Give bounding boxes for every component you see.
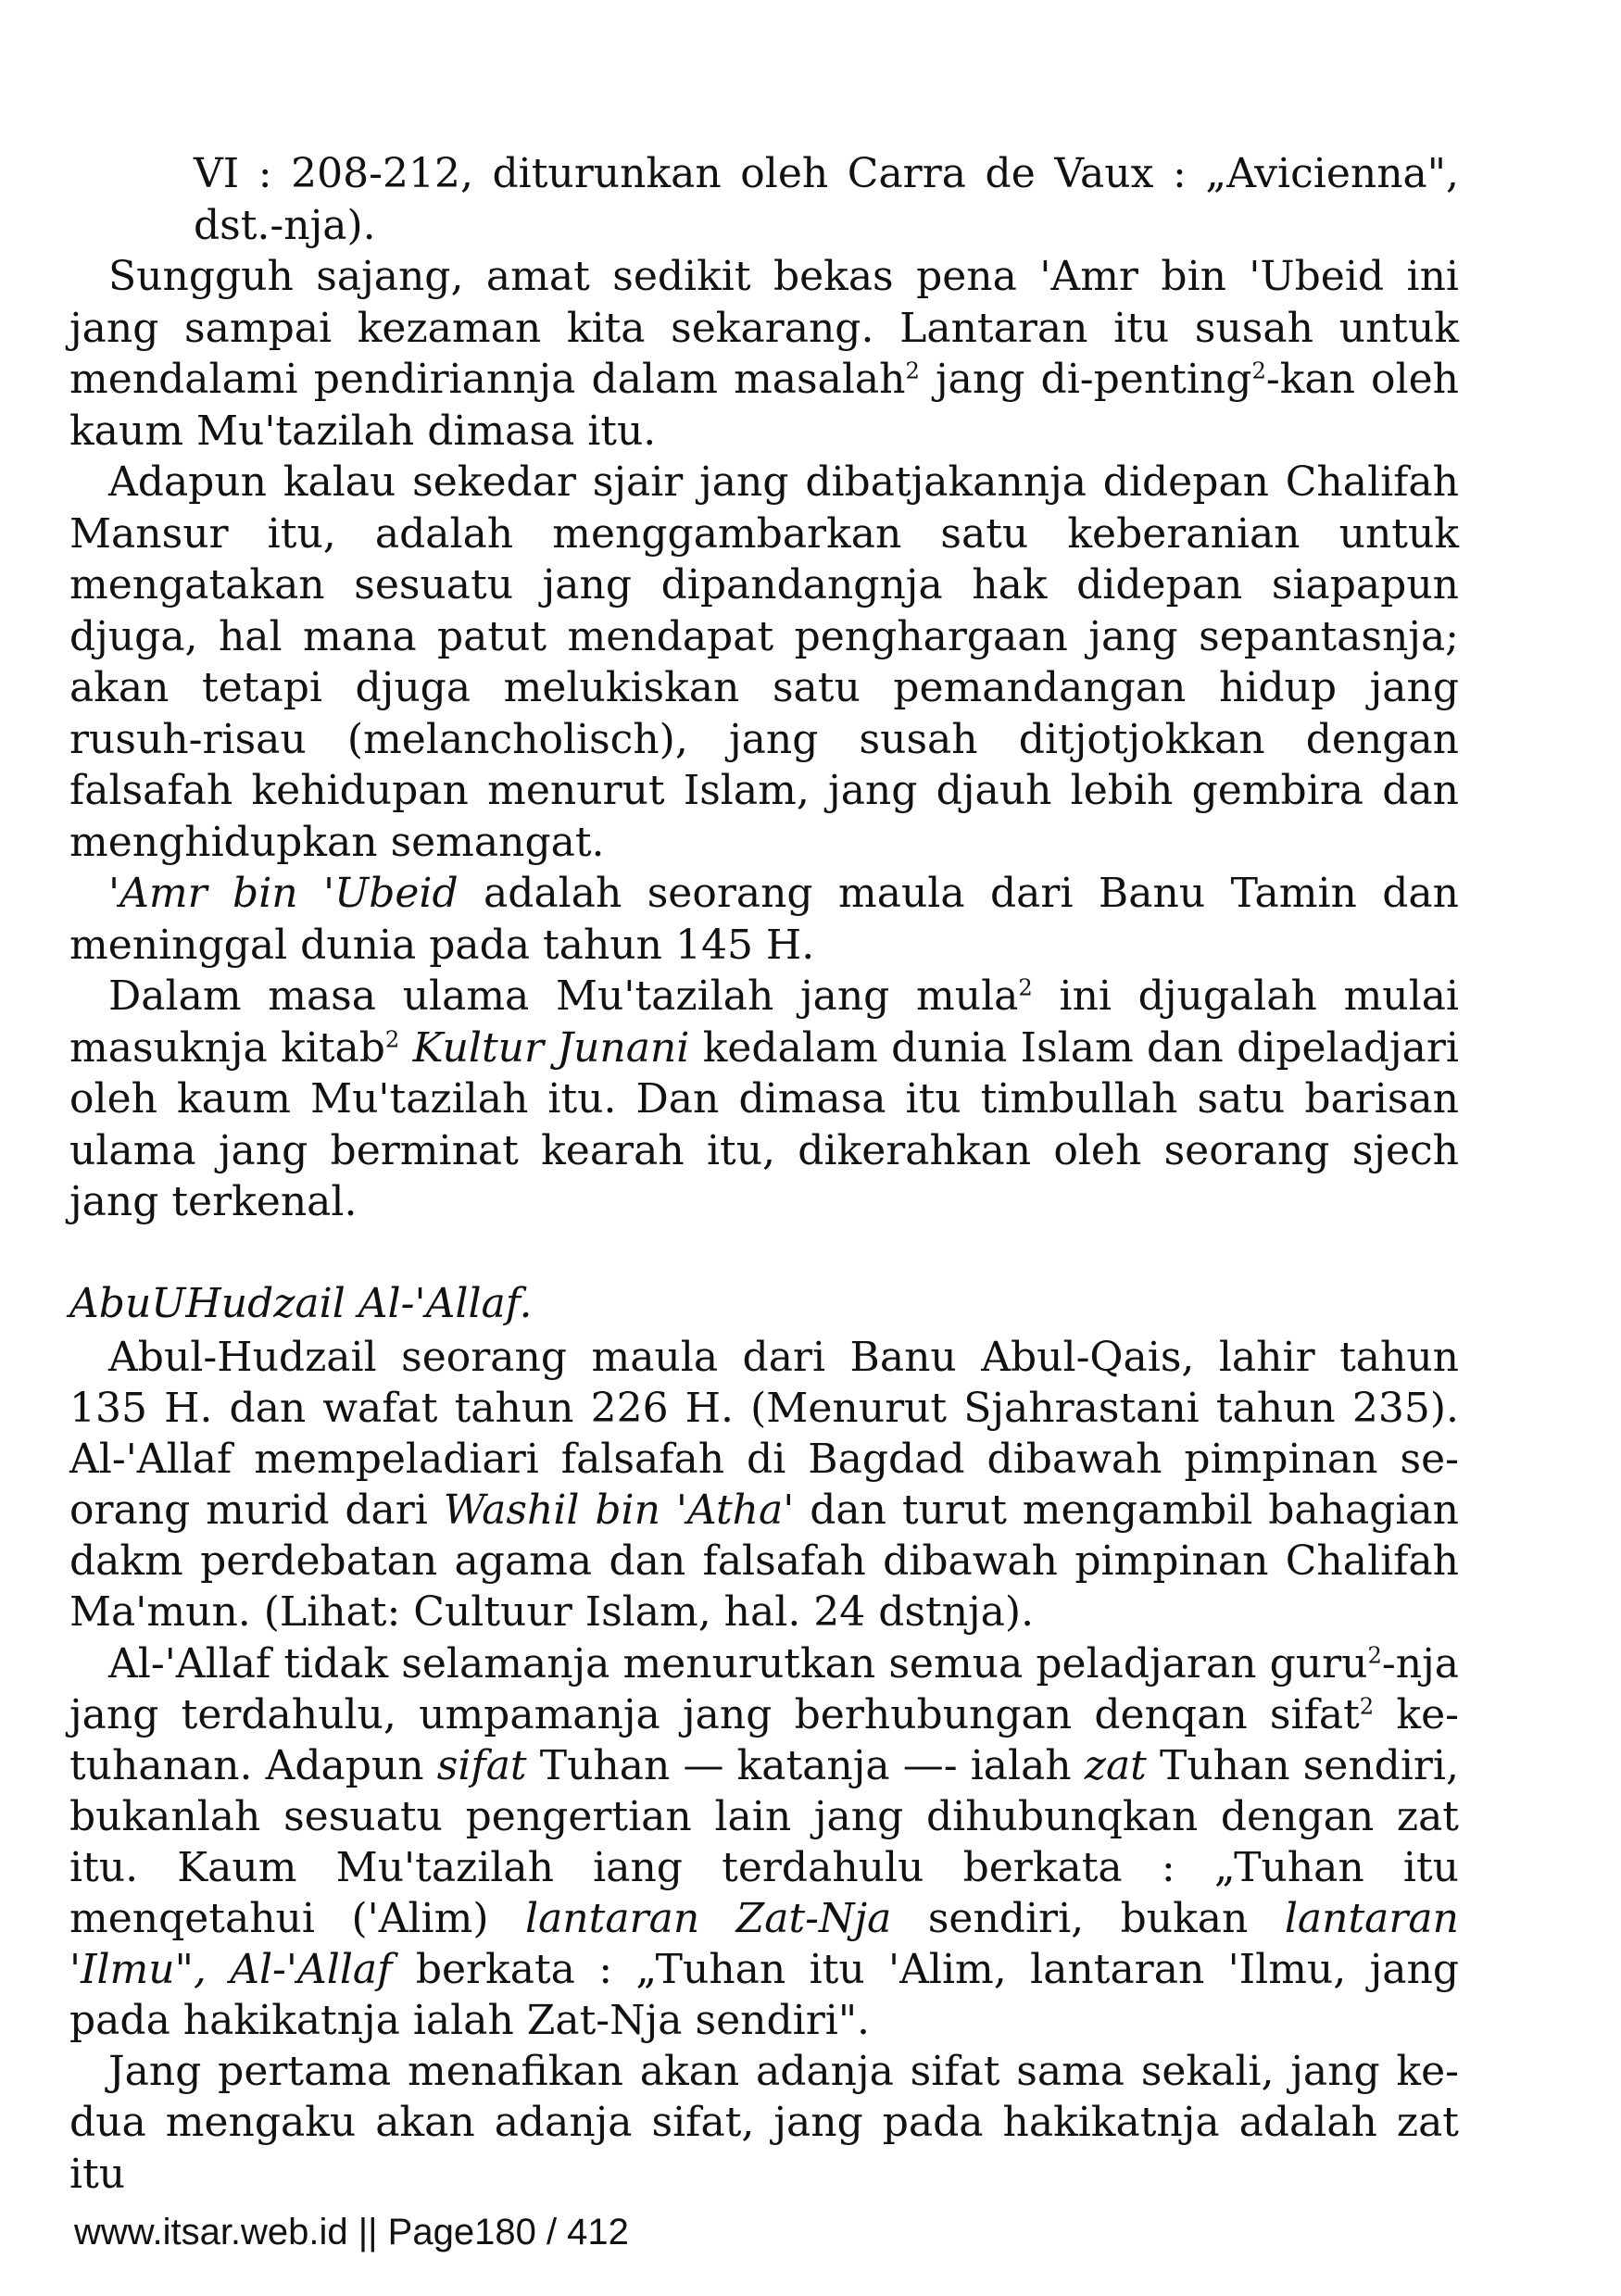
superscript-mark: 2 (1367, 1641, 1382, 1668)
text-run: Dalam masa ulama Mu'tazilah jang mula (108, 972, 1019, 1020)
paragraph-p4 (69, 971, 1459, 1228)
text-run: Adapun kalau sekedar sjair jang dibatjakannja didepan Chalifah Mansur itu, adalah menggambarkan satu keberanian untuk mengatakan sesuatu jang dipandangnja hak didepan siapapun djuga, hal mana patut mendapat penghargaan jang sepantasnja; akan tetapi djuga melukiskan satu pemandangan hidup jang rusuh-risau (melancholisch), jang susah ditjotjokkan dengan falsafah kehidupan menurut Islam, jang djauh lebih gembira dan menghidupkan semangat. (69, 458, 1459, 866)
paragraph-q2 (69, 2046, 1459, 2199)
text-run: Al-'Allaf tidak selamanja menurutkan semua peladjaran guru (108, 1639, 1368, 1687)
text-run: ketuhanan. Adapun (69, 1690, 1460, 1789)
italic-text: zat (1084, 1741, 1147, 1789)
section-heading: AbuUHudzail Al-'Allaf. (69, 1280, 533, 1327)
superscript-mark: 2 (905, 358, 920, 384)
text-run: Tuhan sendiri, bukanlah sesuatu pengertian lain jang dihubunqkan dengan zat itu. Kaum Mu'tazilah iang terdahulu berkata : „Tuhan itu menqetahui ('Alim) (69, 1741, 1459, 1943)
paragraph-q0 (69, 1332, 1459, 1638)
text-run: berkata : „Tuhan itu 'Alim, lantaran 'Ilmu, jang pada hakikatnja ialah Zat-Nja sendiri". (69, 1946, 1459, 2045)
italic-text: lantaran 'Ilmu", Al-'Allaf (69, 1895, 1460, 1994)
text-run: adalah seorang maula dari Banu Tamin dan meninggal dunia pada tahun 145 H. (69, 870, 1460, 969)
italic-text: Kultur Junani (412, 1023, 690, 1072)
text-run: -kan oleh kaum Mu'tazilah dimasa itu. (69, 356, 1459, 455)
paragraph-p3 (69, 868, 1459, 971)
text-run: Abul-Hudzail seorang maula dari Banu Abul-Qais, lahir tahun 135 H. dan wafat tahun 226 H. (Menurut Sjahrastani tahun 235). Al-'Allaf mempeladiari falsafah di Bagdad dibawah pimpinan seorang murid dari (69, 1334, 1459, 1535)
italic-text: 'Amr bin 'Ubeid (108, 870, 459, 917)
paragraph-p2 (69, 457, 1459, 868)
italic-text: lantaran Zat-Nja (525, 1895, 892, 1943)
paragraph-q1 (69, 1638, 1459, 2047)
superscript-mark: 2 (1359, 1692, 1375, 1719)
text-run: -nja jang terdahulu, umpamanja jang berhubungan denqan sifat (69, 1639, 1459, 1738)
text-run: Tuhan — katanja —- ialah (526, 1741, 1085, 1789)
body-text-upper (69, 148, 1459, 1228)
text-run (399, 1024, 412, 1072)
superscript-mark: 2 (1018, 974, 1033, 1001)
text-run: Sungguh sajang, amat sedikit bekas pena 'Amr bin 'Ubeid ini jang sampai kezaman kita sekarang. Lantaran itu susah untuk mendalami pendiriannja dalam masalah (69, 253, 1459, 403)
text-run: sendiri, bukan (891, 1895, 1285, 1943)
text-run: Jang pertama menafikan akan adanja sifat sama sekali, jang kedua mengaku akan adanja sifat, jang pada hakikatnja adalah zat itu (69, 2048, 1459, 2198)
paragraph-p0 (69, 148, 1459, 251)
text-run: ini djugalah mulai masuknja kitab (69, 972, 1459, 1072)
text-run: jang di-penting (919, 356, 1252, 403)
page-footer: www.itsar.web.id || Page180 / 412 (74, 2212, 629, 2252)
text-run: dan turut mengambil bahagian dakm perdebatan agama dan falsafah dibawah pimpinan Chalifah Ma'mun. (Lihat: Cultuur Islam, hal. 24 dstnja). (69, 1487, 1459, 1637)
superscript-mark: 2 (1251, 358, 1266, 384)
text-run: VI : 208-212, diturunkan oleh Carra de Vaux : „Avicienna", dst.-nja). (194, 150, 1459, 249)
italic-text: sifat (436, 1741, 527, 1789)
italic-text: Washil bin 'Atha' (443, 1487, 795, 1535)
body-text-lower (69, 1332, 1459, 2200)
superscript-mark: 2 (384, 1025, 400, 1052)
paragraph-p1 (69, 251, 1459, 457)
text-run: kedalam dunia Islam dan dipeladjari oleh kaum Mu'tazilah itu. Dan dimasa itu timbullah satu barisan ulama jang berminat kearah itu, dikerahkan oleh seorang sjech jang terkenal. (69, 1023, 1459, 1225)
